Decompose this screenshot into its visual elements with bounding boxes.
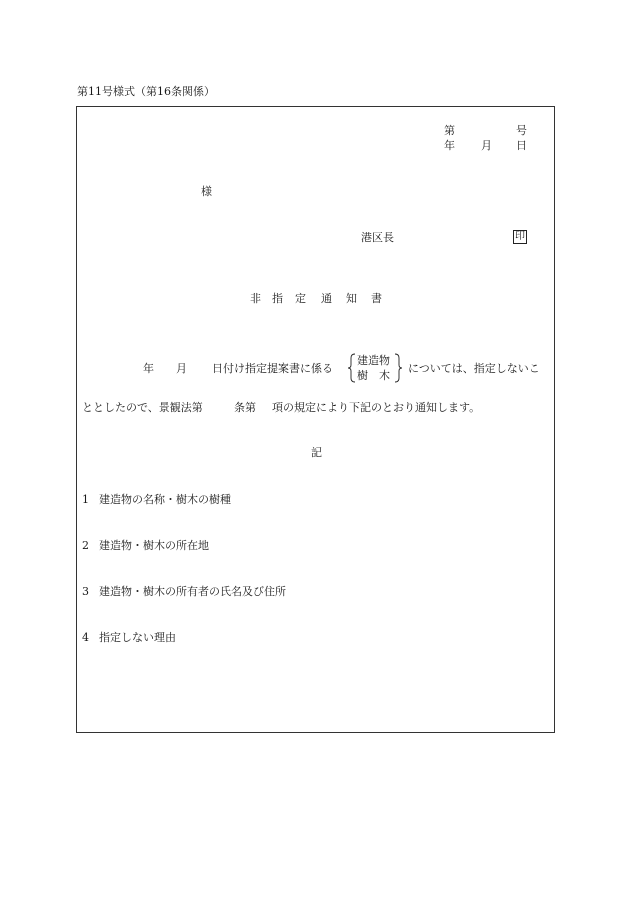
body-line2-part-c: 項の規定により下記のとおり通知します。 bbox=[272, 401, 481, 414]
item-number: 1 bbox=[82, 493, 89, 506]
structure-choice-group bbox=[348, 353, 402, 383]
body-line1-mid: 日付け指定提案書に係る bbox=[212, 362, 333, 375]
item-text: 建造物の名称・樹木の樹種 bbox=[99, 493, 231, 506]
title-char: 知 bbox=[346, 292, 357, 305]
choice-building: 建造物 bbox=[357, 354, 390, 367]
body-month-label: 月 bbox=[176, 362, 187, 375]
item-text: 建造物・樹木の所有者の氏名及び住所 bbox=[99, 585, 286, 598]
item-number: 4 bbox=[82, 631, 89, 644]
body-line2-part-a: ととしたので、景観法第 bbox=[82, 401, 203, 414]
number-suffix: 号 bbox=[516, 124, 527, 137]
item-text: 指定しない理由 bbox=[99, 631, 176, 644]
title-char: 非 bbox=[250, 292, 261, 305]
date-day-label: 日 bbox=[516, 139, 527, 152]
body-line2-part-b: 条第 bbox=[234, 401, 256, 414]
number-prefix: 第 bbox=[444, 124, 455, 137]
body-year-label: 年 bbox=[143, 362, 154, 375]
ki-heading: 記 bbox=[311, 446, 322, 459]
seal-stamp: 印 bbox=[515, 231, 525, 242]
title-char: 書 bbox=[371, 292, 382, 305]
date-year-label: 年 bbox=[444, 139, 455, 152]
issuer-name: 港区長 bbox=[361, 231, 394, 244]
body-line1-end: については、指定しないこ bbox=[408, 362, 540, 375]
title-char: 通 bbox=[321, 292, 332, 305]
item-number: 2 bbox=[82, 539, 89, 552]
form-number-label: 第11号様式（第16条関係） bbox=[77, 85, 215, 98]
item-text: 建造物・樹木の所在地 bbox=[99, 539, 209, 552]
title-char: 定 bbox=[295, 292, 306, 305]
date-month-label: 月 bbox=[481, 139, 492, 152]
item-number: 3 bbox=[82, 585, 89, 598]
choice-tree: 樹 木 bbox=[357, 369, 390, 382]
title-char: 指 bbox=[272, 292, 283, 305]
addressee-suffix: 様 bbox=[201, 185, 212, 198]
